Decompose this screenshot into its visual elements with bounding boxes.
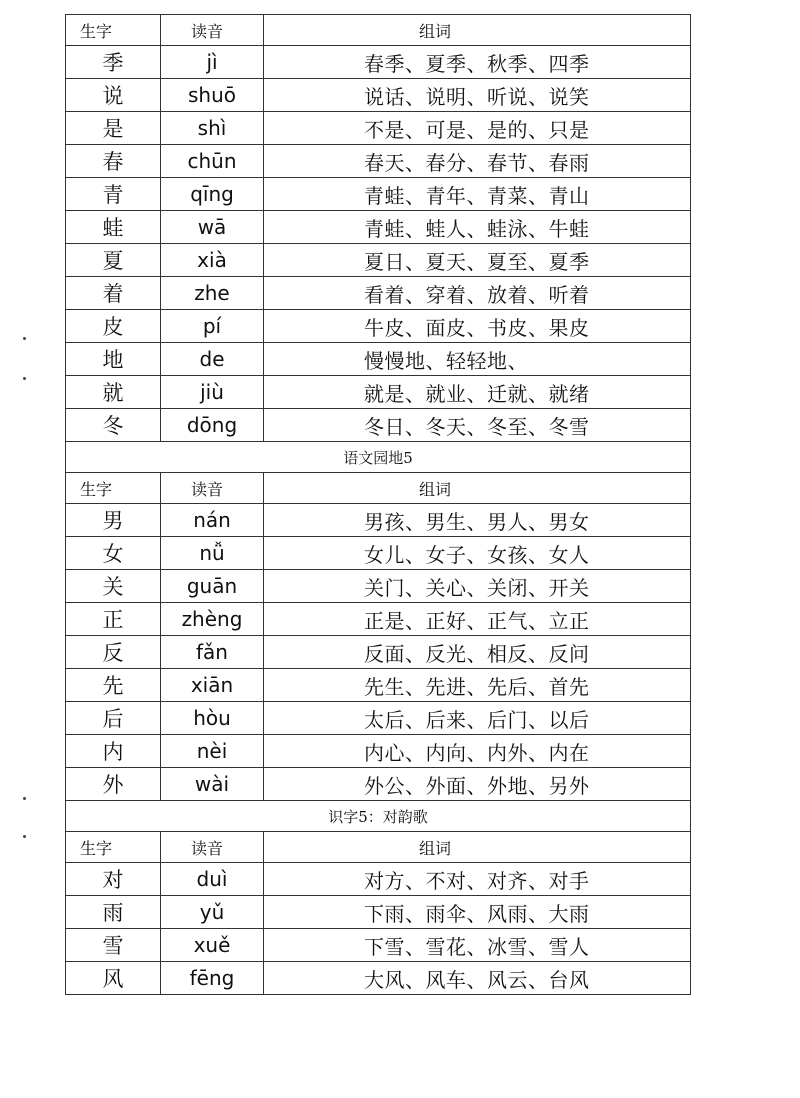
pinyin-cell: zhe	[161, 277, 264, 310]
table-row	[66, 962, 691, 995]
header-pinyin: 读音	[161, 832, 264, 863]
words-cell: 冬日、冬天、冬至、冬雪	[264, 409, 691, 442]
section-title-row	[66, 801, 691, 832]
character-cell: 雨	[66, 896, 161, 929]
table-row	[66, 636, 691, 669]
character-cell: 内	[66, 735, 161, 768]
words-cell: 下雨、雨伞、风雨、大雨	[264, 896, 691, 929]
words-cell: 说话、说明、听说、说笑	[264, 79, 691, 112]
words-cell: 春季、夏季、秋季、四季	[264, 46, 691, 79]
pinyin-cell: xuě	[161, 929, 264, 962]
table-row	[66, 537, 691, 570]
header-words: 组词	[264, 832, 691, 863]
table-row	[66, 896, 691, 929]
character-cell: 夏	[66, 244, 161, 277]
words-cell: 男孩、男生、男人、男女	[264, 504, 691, 537]
section-title: 识字5：对韵歌	[66, 801, 691, 832]
pinyin-cell: wā	[161, 211, 264, 244]
pinyin-cell: shì	[161, 112, 264, 145]
pinyin-cell: fēng	[161, 962, 264, 995]
character-cell: 着	[66, 277, 161, 310]
header-pinyin: 读音	[161, 473, 264, 504]
character-cell: 对	[66, 863, 161, 896]
table-row	[66, 409, 691, 442]
table-row	[66, 211, 691, 244]
character-cell: 是	[66, 112, 161, 145]
character-cell: 季	[66, 46, 161, 79]
header-char: 生字	[66, 473, 161, 504]
table-row	[66, 735, 691, 768]
table-header-row	[66, 15, 691, 46]
scan-speck	[23, 337, 26, 340]
pinyin-cell: xià	[161, 244, 264, 277]
character-cell: 皮	[66, 310, 161, 343]
character-cell: 后	[66, 702, 161, 735]
words-cell: 青蛙、青年、青菜、青山	[264, 178, 691, 211]
words-cell: 春天、春分、春节、春雨	[264, 145, 691, 178]
table-row	[66, 310, 691, 343]
table-row	[66, 79, 691, 112]
pinyin-cell: guān	[161, 570, 264, 603]
words-cell: 牛皮、面皮、书皮、果皮	[264, 310, 691, 343]
pinyin-cell: jì	[161, 46, 264, 79]
pinyin-cell: nèi	[161, 735, 264, 768]
character-cell: 女	[66, 537, 161, 570]
character-cell: 青	[66, 178, 161, 211]
words-cell: 内心、内向、内外、内在	[264, 735, 691, 768]
pinyin-cell: zhèng	[161, 603, 264, 636]
table-row	[66, 603, 691, 636]
pinyin-cell: dōng	[161, 409, 264, 442]
words-cell: 不是、可是、是的、只是	[264, 112, 691, 145]
character-cell: 雪	[66, 929, 161, 962]
table-row	[66, 343, 691, 376]
table-row	[66, 570, 691, 603]
header-pinyin: 读音	[161, 15, 264, 46]
words-cell: 看着、穿着、放着、听着	[264, 277, 691, 310]
character-cell: 风	[66, 962, 161, 995]
table-row	[66, 376, 691, 409]
words-cell: 外公、外面、外地、另外	[264, 768, 691, 801]
header-words: 组词	[264, 473, 691, 504]
vocabulary-table	[65, 14, 691, 995]
character-cell: 关	[66, 570, 161, 603]
pinyin-cell: xiān	[161, 669, 264, 702]
scan-speck	[23, 835, 26, 838]
table-row	[66, 145, 691, 178]
pinyin-cell: duì	[161, 863, 264, 896]
pinyin-cell: hòu	[161, 702, 264, 735]
pinyin-cell: jiù	[161, 376, 264, 409]
character-cell: 反	[66, 636, 161, 669]
pinyin-cell: qīng	[161, 178, 264, 211]
table-row	[66, 863, 691, 896]
character-cell: 男	[66, 504, 161, 537]
words-cell: 对方、不对、对齐、对手	[264, 863, 691, 896]
pinyin-cell: nán	[161, 504, 264, 537]
scan-speck	[23, 797, 26, 800]
pinyin-cell: wài	[161, 768, 264, 801]
table-row	[66, 46, 691, 79]
words-cell: 青蛙、蛙人、蛙泳、牛蛙	[264, 211, 691, 244]
character-cell: 就	[66, 376, 161, 409]
words-cell: 先生、先进、先后、首先	[264, 669, 691, 702]
header-words: 组词	[264, 15, 691, 46]
words-cell: 女儿、女子、女孩、女人	[264, 537, 691, 570]
pinyin-cell: yǔ	[161, 896, 264, 929]
header-char: 生字	[66, 832, 161, 863]
table-row	[66, 768, 691, 801]
table-row	[66, 929, 691, 962]
table-row	[66, 702, 691, 735]
table-row	[66, 112, 691, 145]
character-cell: 正	[66, 603, 161, 636]
pinyin-cell: de	[161, 343, 264, 376]
table-header-row	[66, 832, 691, 863]
pinyin-cell: nǚ	[161, 537, 264, 570]
pinyin-cell: chūn	[161, 145, 264, 178]
character-cell: 冬	[66, 409, 161, 442]
table-row	[66, 178, 691, 211]
pinyin-cell: pí	[161, 310, 264, 343]
table-header-row	[66, 473, 691, 504]
character-cell: 说	[66, 79, 161, 112]
table-row	[66, 669, 691, 702]
words-cell: 关门、关心、关闭、开关	[264, 570, 691, 603]
character-cell: 蛙	[66, 211, 161, 244]
pinyin-cell: shuō	[161, 79, 264, 112]
table-row	[66, 504, 691, 537]
section-title-row	[66, 442, 691, 473]
table-row	[66, 277, 691, 310]
words-cell: 反面、反光、相反、反问	[264, 636, 691, 669]
vocabulary-sheet	[65, 14, 690, 995]
character-cell: 外	[66, 768, 161, 801]
character-cell: 春	[66, 145, 161, 178]
words-cell: 夏日、夏天、夏至、夏季	[264, 244, 691, 277]
words-cell: 下雪、雪花、冰雪、雪人	[264, 929, 691, 962]
pinyin-cell: fǎn	[161, 636, 264, 669]
scan-speck	[23, 377, 26, 380]
header-char: 生字	[66, 15, 161, 46]
words-cell: 慢慢地、轻轻地、	[264, 343, 691, 376]
words-cell: 大风、风车、风云、台风	[264, 962, 691, 995]
section-title: 语文园地5	[66, 442, 691, 473]
words-cell: 正是、正好、正气、立正	[264, 603, 691, 636]
words-cell: 太后、后来、后门、以后	[264, 702, 691, 735]
character-cell: 先	[66, 669, 161, 702]
character-cell: 地	[66, 343, 161, 376]
words-cell: 就是、就业、迁就、就绪	[264, 376, 691, 409]
table-row	[66, 244, 691, 277]
